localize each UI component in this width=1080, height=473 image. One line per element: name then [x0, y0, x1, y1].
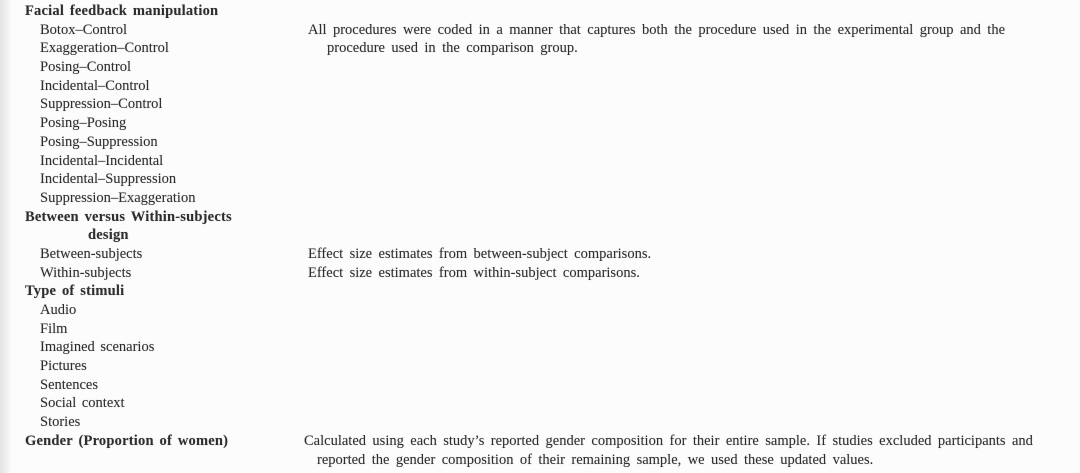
- category-item: Imagined scenarios: [40, 339, 155, 356]
- category-item: Social context: [40, 395, 125, 412]
- section-header-between-within-line2: design: [88, 227, 129, 244]
- section-header-facial-feedback: Facial feedback manipulation: [25, 3, 219, 19]
- category-column: [25, 2, 307, 451]
- category-item: Posing–Control: [40, 59, 132, 76]
- section-header-type-of-stimuli: Type of stimuli: [25, 283, 125, 300]
- category-item: Botox–Control: [40, 21, 128, 38]
- category-item: Film: [40, 320, 68, 337]
- category-item: Exaggeration–Control: [40, 40, 169, 57]
- category-item: Audio: [40, 302, 77, 318]
- description-facial-feedback: All procedures were coded in a manner that captures both the procedure used in the experimental group and the procedure used in the comparison group.: [308, 21, 1006, 57]
- description-between-subjects: Effect size estimates from between-subject comparisons.: [308, 246, 652, 263]
- category-item: Incidental–Suppression: [40, 171, 177, 188]
- category-item: Stories: [40, 414, 81, 431]
- category-item: Suppression–Exaggeration: [40, 189, 196, 206]
- section-header-gender: Gender (Proportion of women): [25, 432, 229, 449]
- category-item: Pictures: [40, 358, 87, 375]
- description-gender: Calculated using each study’s reported gender composition for their entire sample. If studies excluded participants and reported the gender composition of their remaining sample, we used these updated values.: [304, 433, 1033, 468]
- category-item: Between-subjects: [40, 245, 143, 262]
- category-item: Suppression–Control: [40, 96, 163, 113]
- category-item: Sentences: [40, 376, 98, 393]
- description-within-subjects: Effect size estimates from within-subject comparisons.: [308, 264, 640, 281]
- category-item: Incidental–Incidental: [40, 152, 164, 169]
- section-header-between-within: Between versus Within-subjects: [25, 208, 232, 225]
- category-item: Posing–Suppression: [40, 133, 158, 150]
- category-item: Within-subjects: [40, 264, 132, 281]
- category-item: Posing–Posing: [40, 115, 127, 132]
- category-item: Incidental–Control: [40, 77, 150, 94]
